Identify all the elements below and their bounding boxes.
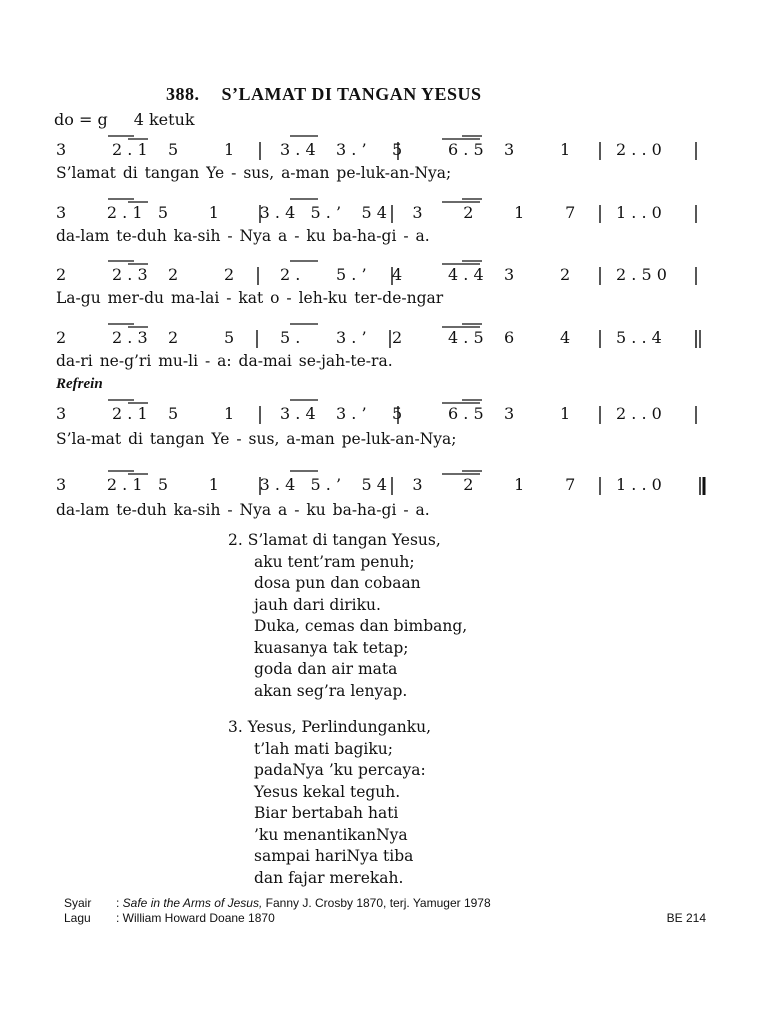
note: 5 [157, 203, 168, 222]
note: 4 [392, 265, 403, 284]
note: 2 [463, 203, 474, 222]
note: 2 . . 0 [616, 404, 662, 423]
lyrics-credit: : Safe in the Arms of Jesus, Fanny J. Crosby 1870, terj. Yamuger 1978 [116, 896, 491, 910]
lyric-line: La-gu mer-du ma-lai - kat o - leh-ku ter-de-ngar [56, 289, 444, 307]
note: 6 . 5 [448, 404, 484, 423]
music-line [0, 328, 768, 388]
music-label: Lagu [64, 911, 91, 925]
note: 2 . 1 [112, 140, 148, 159]
hymnal-reference: BE 214 [666, 911, 706, 925]
verse-line: ’ku menantikanNya [254, 825, 408, 844]
lyrics-authors: Fanny J. Crosby 1870, terj. Yamuger 1978 [265, 896, 491, 910]
verse-line: kuasanya tak tetap; [254, 638, 409, 657]
note: 3 . 4 [280, 140, 316, 159]
note: 2 . 3 [112, 265, 148, 284]
note: 5 . . 4 [616, 328, 662, 347]
note: 1 [208, 203, 219, 222]
note: 5 . ’ [336, 265, 367, 284]
note: 5 . ’ [310, 203, 342, 222]
note: 2 [168, 265, 179, 284]
note: 7 [565, 475, 576, 494]
verse-line: Biar bertabah hati [254, 804, 399, 822]
barlines [0, 265, 768, 289]
barlines [0, 404, 768, 428]
note: 3 [56, 140, 67, 159]
verse-3 [228, 717, 431, 889]
lyric-line: da-lam te-duh ka-sih - Nya a - ku ba-ha-gi - a. [56, 227, 430, 245]
note: 1 [560, 404, 571, 423]
lyric-line: da-ri ne-g’ri mu-li - a: da-mai se-jah-te-ra. [56, 352, 393, 370]
note: 3 [504, 265, 515, 284]
note: 1 [560, 140, 571, 159]
note: 5 4 [361, 203, 387, 222]
hymn-number: 388. [166, 84, 200, 104]
music-credit: : William Howard Doane 1870 [116, 911, 275, 925]
verse-line: padaNya ’ku percaya: [254, 761, 426, 779]
credits-lyrics-row [64, 896, 714, 911]
note: 2 . 5 0 [616, 265, 667, 284]
note: 2 [168, 328, 179, 347]
note: 5 [224, 328, 235, 347]
music-line [0, 404, 768, 464]
note: 3 . ’ [336, 404, 367, 423]
lyric-line: S’lamat di tangan Ye - sus, a-man pe-luk-an-Nya; [56, 164, 452, 182]
verse-line: Duka, cemas dan bimbang, [254, 617, 468, 635]
note: 2 [56, 265, 67, 284]
note: 3 [56, 404, 67, 423]
verse-line: akan seg’ra lenyap. [254, 681, 408, 700]
barlines [0, 328, 768, 352]
verse-2 [228, 530, 467, 702]
note: 3 . 4 [259, 203, 296, 222]
note: 1 . . 0 [616, 475, 662, 494]
note: 2 . 1 [106, 475, 143, 494]
note: 3 . 4 [280, 404, 316, 423]
note: 2 . [280, 265, 301, 284]
lyrics-original-title: Safe in the Arms of Jesus, [122, 896, 263, 910]
lyric-line: da-lam te-duh ka-sih - Nya a - ku ba-ha-gi - a. [56, 501, 430, 519]
note: 2 [224, 265, 235, 284]
note: 4 . 4 [448, 265, 484, 284]
note: 1 [208, 475, 219, 494]
note: 2 . 1 [112, 404, 148, 423]
verse-line: t’lah mati bagiku; [254, 739, 393, 758]
note: 2 . 3 [112, 328, 148, 347]
note: 4 . 5 [448, 328, 484, 347]
music-line [0, 140, 768, 200]
note: 2 [392, 328, 403, 347]
note: 7 [565, 203, 576, 222]
note: 3 [504, 404, 515, 423]
verse-line: aku tent’ram penuh; [254, 552, 415, 571]
barlines [0, 475, 768, 499]
note: 3 [412, 475, 423, 494]
music-line [0, 265, 768, 325]
music-line [0, 203, 768, 263]
note: 4 [560, 328, 571, 347]
verse-line: goda dan air mata [254, 660, 398, 678]
verse-line: dosa pun dan cobaan [254, 574, 421, 592]
note: 3 . 4 [259, 475, 296, 494]
note: 5 [168, 404, 179, 423]
key-signature [54, 110, 221, 129]
note: 1 [224, 140, 235, 159]
music-composer: William Howard Doane 1870 [122, 911, 275, 925]
note: 5 . ’ [310, 475, 342, 494]
verse-line: sampai hariNya tiba [254, 847, 414, 865]
note: 6 . 5 [448, 140, 484, 159]
verse-line: 3. Yesus, Perlindunganku, [228, 718, 432, 736]
note: 5 [157, 475, 168, 494]
note: 2 [56, 328, 67, 347]
lyrics-label: Syair [64, 896, 92, 910]
note: 5 4 [361, 475, 387, 494]
note: 1 [224, 404, 235, 423]
note: 3 . ’ [336, 328, 367, 347]
note: 3 [412, 203, 423, 222]
verse-line: jauh dari diriku. [254, 595, 381, 614]
note: 2 . 1 [106, 203, 143, 222]
note: 2 [560, 265, 571, 284]
key-do: do = g [54, 110, 108, 129]
meter: 4 ketuk [133, 110, 195, 129]
barlines [0, 140, 768, 164]
note: 1 [514, 203, 525, 222]
note: 3 [56, 475, 67, 494]
barlines [0, 203, 768, 227]
verse-line: dan fajar merekah. [254, 868, 404, 887]
note: 5 [392, 404, 403, 423]
music-line [0, 475, 768, 535]
refrain-label: Refrein [56, 376, 103, 392]
note: 5 [168, 140, 179, 159]
note: 3 [504, 140, 515, 159]
credits-music-row [64, 911, 714, 926]
note: 3 [56, 203, 67, 222]
note: 5 [392, 140, 403, 159]
verse-line: 2. S’lamat di tangan Yesus, [228, 531, 441, 549]
hymn-title: S’LAMAT DI TANGAN YESUS [221, 84, 482, 104]
note: 2 [463, 475, 474, 494]
hymn-title-block [166, 84, 482, 105]
note: 2 . . 0 [616, 140, 662, 159]
note: 3 . ’ [336, 140, 367, 159]
lyric-line: S’la-mat di tangan Ye - sus, a-man pe-luk-an-Nya; [56, 430, 457, 448]
note: 1 . . 0 [616, 203, 662, 222]
note: 6 [504, 328, 515, 347]
verse-line: Yesus kekal teguh. [254, 782, 401, 801]
note: 5 . [280, 328, 301, 347]
note: 1 [514, 475, 525, 494]
credits [64, 896, 714, 926]
